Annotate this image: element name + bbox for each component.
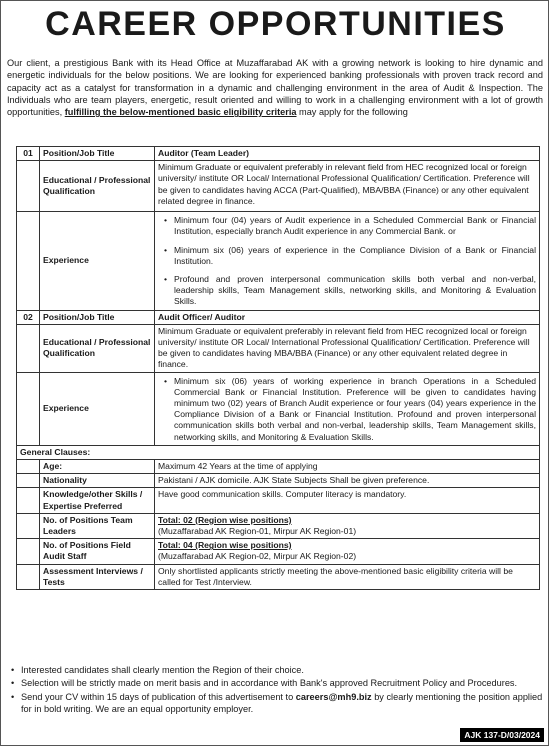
table-row xyxy=(17,372,540,445)
empty-cell xyxy=(17,324,40,372)
assessment-label: Assessment Interviews / Tests xyxy=(40,564,155,589)
team-leaders-regions: (Muzaffarabad AK Region-01, Mirpur AK Region-01) xyxy=(158,526,357,537)
list-item: • Minimum six (06) years of experience in the Compliance Division of a Bank or Financial Institution. xyxy=(174,245,536,267)
table-row xyxy=(17,474,540,488)
position-title-label: Position/Job Title xyxy=(40,310,155,324)
intro-text: Our client, a prestigious Bank with its Head Office at Muzaffarabad AK with a growing network is looking to hire dynamic and energetic individuals for the below positions. We are looking for experienced banking professionals with proven track record and capacity act as a catalyst for transformation in a dynamic and challenging environment in the area of Audit & Inspection. The Individuals who are team players, energetic, result oriented and willing to work in a challenging environment with a lot of growth opportunities, xyxy=(7,58,543,118)
empty-cell xyxy=(17,212,40,310)
table-row xyxy=(17,564,540,589)
cv-text-tail: by clearly mentioning the position applied for in bold writing. We are an equal opportunity employer. xyxy=(21,691,543,715)
careers-email-link[interactable]: careers@mh9.biz xyxy=(295,691,372,702)
list-item: • Minimum four (04) years of Audit experience in a Scheduled Commercial Bank or Financial Institution, especially branch Audit experience in any Commercial Bank. or xyxy=(174,215,536,237)
intro-tail: may apply for the following xyxy=(296,107,408,118)
team-leaders-total: Total: 02 (Region wise positions) xyxy=(158,514,292,525)
experience-list xyxy=(158,215,536,307)
empty-cell xyxy=(17,460,40,474)
table-row xyxy=(17,161,540,212)
list-item: • Selection will be strictly made on merit basis and in accordance with Bank's approved Recruitment Policy and Procedures. xyxy=(21,677,543,689)
team-leaders-value xyxy=(155,513,540,538)
table-row xyxy=(17,310,540,324)
page-title: CAREER OPPORTUNITIES xyxy=(45,5,506,43)
education-label: Educational / Professional Qualification xyxy=(40,324,155,372)
empty-cell xyxy=(17,513,40,538)
position-title-value: Auditor (Team Leader) xyxy=(155,147,540,161)
position-title-label: Position/Job Title xyxy=(40,147,155,161)
field-staff-total: Total: 04 (Region wise positions) xyxy=(158,540,292,551)
position-number: 02 xyxy=(17,310,40,324)
intro-paragraph xyxy=(7,57,543,118)
empty-cell xyxy=(17,488,40,513)
experience-label: Experience xyxy=(40,212,155,310)
age-value: Maximum 42 Years at the time of applying xyxy=(155,460,540,474)
assessment-value: Only shortlisted applicants strictly meeting the above-mentioned basic eligibility criteria will be called for Test /Interview. xyxy=(155,564,540,589)
experience-value xyxy=(155,372,540,445)
empty-cell xyxy=(17,372,40,445)
table-row xyxy=(17,488,540,513)
table-row xyxy=(17,445,540,459)
experience-list xyxy=(158,376,536,443)
footer-notes xyxy=(7,664,543,717)
field-staff-value xyxy=(155,539,540,564)
experience-label: Experience xyxy=(40,372,155,445)
age-label: Age: xyxy=(40,460,155,474)
list-item xyxy=(21,691,543,716)
skills-label: Knowledge/other Skills / Expertise Preferred xyxy=(40,488,155,513)
list-item: • Interested candidates shall clearly mention the Region of their choice. xyxy=(21,664,543,676)
education-value: Minimum Graduate or equivalent preferably in relevant field from HEC recognized local or foreign university/ institute OR Local/ International Professional Qualification/ Certification. Preference will be given to candidates having MBA/BBA (Finance) or any other equivalent related degree in finance. xyxy=(155,324,540,372)
field-staff-label: No. of Positions Field Audit Staff xyxy=(40,539,155,564)
positions-table xyxy=(16,146,540,590)
table-row xyxy=(17,513,540,538)
footer-list xyxy=(7,664,543,716)
education-value: Minimum Graduate or equivalent preferably in relevant field from HEC recognized local or foreign university/ institute OR Local/ International Professional Qualification/ Certification. Preference will be given to candidates having ACCA (Part-Qualified), MBA/BBA (Finance) or any other equivalent related degree in finance. xyxy=(155,161,540,212)
nationality-label: Nationality xyxy=(40,474,155,488)
list-item: • Minimum six (06) years of working experience in branch Operations in a Scheduled Commercial Bank or Financial Institution. Preference will be given to candidates having minimum two (02) years of Branch Audit experience or four years (04) years experience in the Compliance Division of a Bank or Financial Institution. Profound and proven interpersonal communication skills both verbal and non-verbal, leadership skills, Team Management skills, networking skills, and Monitoring & Evaluation Skills. xyxy=(174,376,536,443)
position-title-value: Audit Officer/ Auditor xyxy=(155,310,540,324)
cv-text: Send your CV within 15 days of publication of this advertisement to xyxy=(21,691,296,702)
nationality-value: Pakistani / AJK domicile. AJK State Subjects Shall be given preference. xyxy=(155,474,540,488)
table-row xyxy=(17,539,540,564)
education-label: Educational / Professional Qualification xyxy=(40,161,155,212)
table-row xyxy=(17,147,540,161)
empty-cell xyxy=(17,474,40,488)
general-clauses-heading: General Clauses: xyxy=(17,445,540,459)
field-staff-regions: (Muzaffarabad AK Region-02, Mirpur AK Region-02) xyxy=(158,551,357,562)
empty-cell xyxy=(17,161,40,212)
position-number: 01 xyxy=(17,147,40,161)
table-row xyxy=(17,460,540,474)
skills-value: Have good communication skills. Computer literacy is mandatory. xyxy=(155,488,540,513)
empty-cell xyxy=(17,564,40,589)
experience-value xyxy=(155,212,540,310)
intro-highlight: fulfilling the below-mentioned basic eligibility criteria xyxy=(64,107,297,118)
list-item: • Profound and proven interpersonal communication skills both verbal and non-verbal, leadership skills, Team Management skills, networking skills, and Monitoring & Evaluation Skills. xyxy=(174,274,536,308)
table-row xyxy=(17,212,540,310)
table-row xyxy=(17,324,540,372)
empty-cell xyxy=(17,539,40,564)
team-leaders-label: No. of Positions Team Leaders xyxy=(40,513,155,538)
reference-code: AJK 137-D/03/2024 xyxy=(460,728,544,742)
